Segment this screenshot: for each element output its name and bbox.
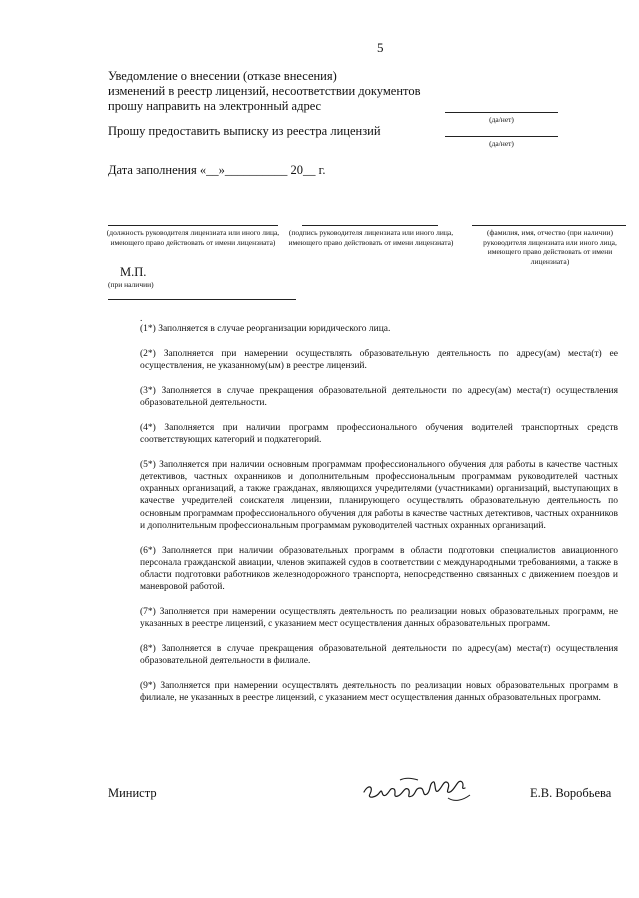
footnote-8: (8*) Заполняется в случае прекращения образовательной деятельности по адресу(ам) места(т) осуществления образовательной деятельности в филиале. [140,644,618,667]
stamp-label: М.П. [120,265,147,279]
name-line [472,225,626,226]
signature-caption: (подпись руководителя лицензиата или иного лица, имеющего право действовать от имени лицензиата) [288,228,454,247]
footnote-4: (4*) Заполняется при наличии программ профессионального обучения водителей транспортных средств соответствующих категорий и подкатегорий. [140,422,618,445]
fill-date: Дата заполнения «__»__________ 20__ г. [108,163,326,177]
signer-position: Министр [108,786,157,800]
email-answer-hint: (да/нет) [489,115,514,124]
request-email-line-2: изменений в реестр лицензий, несоответствии документов [108,84,421,98]
footnote-6: (6*) Заполняется при наличии образовательных программ в области подготовки специалистов авиационного персонала гражданской авиации, членов экипажей судов в соответствии с международными требованиями, а также в области подготовки работников железнодорожного транспорта, непосредственно связанных с движением поездов и маневровой работой. [140,545,618,593]
footnote-7: (7*) Заполняется при намерении осуществлять деятельность по реализации новых образовательных программ, не указанных в реестре лицензий, с указанием мест осуществления данных образовательных программ. [140,607,618,630]
handwritten-signature [360,768,495,808]
name-caption: (фамилия, имя, отчество (при наличии) руководителя лицензиата или иного лица, имеющего право действовать от имени лицензиата) [483,228,617,266]
position-caption: (должность руководителя лицензиата или иного лица, имеющего право действовать от имени лицензиата) [106,228,280,247]
signer-name: Е.В. Воробьева [530,786,612,800]
footnote-2: (2*) Заполняется при намерении осуществлять образовательную деятельность по адресу(ам) места(т) ее осуществления, не указанному(ым) в реестре лицензий. [140,348,618,371]
signature-line [302,225,438,226]
request-email-line-3: прошу направить на электронный адрес [108,99,322,113]
email-answer-line [445,112,558,113]
footnote-1: (1*) Заполняется в случае реорганизации юридического лица. [140,324,391,334]
extract-answer-hint: (да/нет) [489,139,514,148]
extract-answer-line [445,136,558,137]
stamp-note: (при наличии) [108,280,154,289]
page-number: 5 [377,40,384,55]
footnote-3: (3*) Заполняется в случае прекращения образовательной деятельности по адресу(ам) места(т) осуществления образовательной деятельности. [140,385,618,408]
stamp-line [108,299,296,300]
footnotes [140,315,618,717]
request-extract-text: Прошу предоставить выписку из реестра лицензий [108,124,381,138]
position-line [108,225,278,226]
footnotes-lead: . [140,314,143,324]
footnote-9: (9*) Заполняется при намерении осуществлять деятельность по реализации новых образовательных программ в филиале, не указанных в реестре лицензий, с указанием мест осуществления данных образовательных программ. [140,681,618,704]
request-email-line-1: Уведомление о внесении (отказе внесения) [108,69,337,83]
footnote-5: (5*) Заполняется при наличии основным программам профессионального обучения для работы в качестве частных детективов, частных охранников и дополнительным профессиональным программам руководителей частных охранных организаций, а также гражданах, являющихся учредителями (участниками) организаций, выступающих в качестве учредителей соискателя лицензии, планирующего осуществлять образовательную деятельность по основным программам профессионального обучения для работы в качестве частных детективов, частных охранников и дополнительным профессиональным программам руководителей частных охранных организаций. [140,459,618,531]
